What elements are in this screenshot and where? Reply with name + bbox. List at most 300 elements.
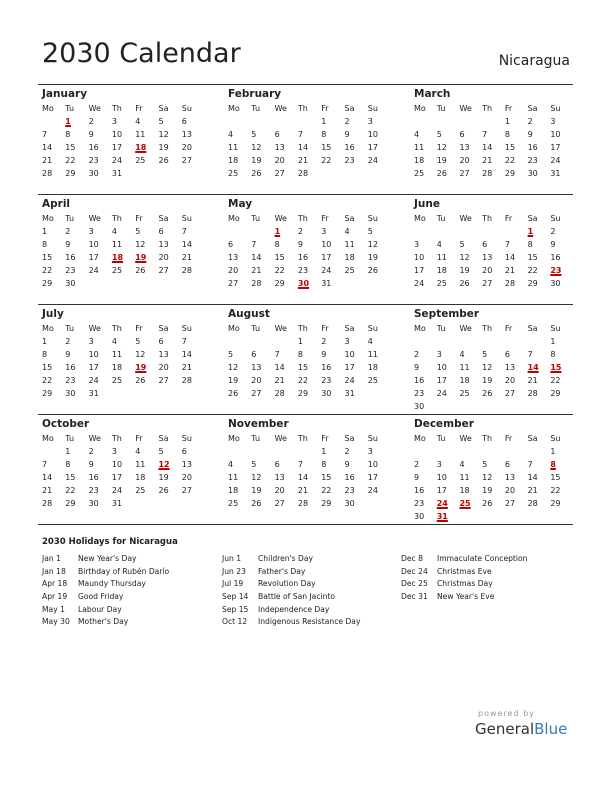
day-cell: 18 (111, 363, 123, 372)
day-cell: 7 (527, 350, 533, 359)
day-cell (459, 445, 482, 458)
day-cell: 8 (65, 130, 71, 139)
day-cell: 16 (414, 486, 425, 495)
month-name: November (228, 418, 289, 430)
day-cell: 19 (158, 473, 169, 482)
weekday-label: Su (550, 324, 561, 333)
holiday-name: Christmas Eve (437, 566, 492, 576)
weekday-header (42, 322, 224, 335)
day-cell: 20 (181, 143, 192, 152)
day-cell: 19 (251, 156, 262, 165)
weekday-label: Mo (414, 104, 426, 113)
day-cell: 11 (436, 253, 447, 262)
day-cell (158, 497, 181, 510)
week-row (228, 497, 410, 510)
day-cell: 28 (527, 389, 538, 398)
day-cell: 25 (135, 486, 146, 495)
month-row (38, 414, 573, 524)
day-cell: 26 (228, 389, 239, 398)
day-cell: 17 (550, 143, 561, 152)
holiday-name: Father's Day (258, 566, 306, 576)
week-row (414, 264, 573, 277)
day-cell: 24 (344, 376, 355, 385)
day-cell (505, 445, 528, 458)
weekday-label: Tu (251, 104, 261, 113)
week-row (414, 387, 573, 400)
holiday-item (222, 616, 360, 629)
day-cell (298, 115, 321, 128)
day-cell: 20 (504, 486, 516, 495)
holiday-name: Battle of San Jacinto (258, 592, 336, 602)
day-cell: 1 (550, 447, 556, 456)
day-cell: 19 (251, 486, 262, 495)
day-cell: 11 (135, 460, 146, 469)
day-cell: 6 (251, 350, 257, 359)
holiday-day-cell: 18 (111, 253, 124, 262)
weekday-label: Su (367, 214, 378, 223)
month-february (224, 85, 410, 194)
day-cell: 30 (527, 169, 538, 178)
day-cell: 12 (158, 130, 169, 139)
day-cell: 29 (42, 389, 53, 398)
weekday-label: Mo (228, 214, 240, 223)
day-cell: 5 (135, 227, 141, 236)
day-cell: 4 (228, 130, 234, 139)
day-cell (437, 225, 460, 238)
day-cell: 13 (181, 460, 192, 469)
week-row (414, 445, 573, 458)
holiday-name: Labour Day (78, 604, 122, 614)
day-cell: 24 (436, 389, 447, 398)
weekday-label: Sa (344, 214, 355, 223)
weekday-label: We (88, 214, 101, 223)
day-cell: 15 (321, 143, 332, 152)
week-row (414, 400, 573, 413)
day-cell: 19 (158, 143, 169, 152)
day-cell: 3 (414, 240, 420, 249)
day-cell (135, 497, 158, 510)
day-cell: 23 (344, 156, 355, 165)
weekday-label: Tu (436, 214, 446, 223)
day-cell: 30 (88, 169, 99, 178)
month-name: March (414, 88, 451, 100)
day-cell: 5 (482, 350, 488, 359)
weekday-label: Th (482, 434, 493, 443)
holiday-item (222, 578, 360, 591)
day-cell: 26 (367, 266, 378, 275)
day-cell (228, 115, 251, 128)
day-cell (528, 335, 551, 348)
day-cell: 1 (297, 337, 303, 346)
month-january (38, 85, 224, 194)
day-cell: 22 (274, 266, 285, 275)
day-cell: 3 (321, 227, 327, 236)
day-cell: 20 (251, 376, 262, 385)
day-cell (528, 445, 551, 458)
day-cell: 13 (274, 473, 285, 482)
week-row (42, 128, 224, 141)
weekday-label: Th (482, 214, 493, 223)
day-cell (251, 445, 274, 458)
day-cell: 2 (344, 117, 350, 126)
week-row (414, 238, 573, 251)
week-row (42, 374, 224, 387)
day-cell (505, 225, 528, 238)
weekday-label: Fr (321, 214, 329, 223)
day-cell: 17 (321, 253, 332, 262)
month-name: September (414, 308, 480, 320)
holiday-date: Oct 12 (222, 617, 248, 627)
holiday-item (222, 566, 360, 579)
day-cell: 30 (65, 279, 76, 288)
day-cell: 28 (504, 279, 516, 288)
day-cell (182, 277, 205, 290)
weekday-label: Mo (42, 324, 54, 333)
weekday-header (414, 212, 573, 225)
day-cell: 26 (158, 486, 169, 495)
grid-bottom-divider (38, 524, 573, 525)
weekday-label: Sa (158, 434, 169, 443)
week-row (228, 154, 410, 167)
day-cell: 28 (181, 376, 192, 385)
weekday-label: Th (482, 104, 493, 113)
day-cell: 27 (504, 499, 516, 508)
day-cell: 5 (436, 130, 442, 139)
brand-logo[interactable] (475, 720, 567, 738)
day-cell: 17 (88, 363, 99, 372)
day-cell: 20 (504, 376, 516, 385)
week-row (42, 335, 224, 348)
holiday-column (401, 553, 527, 604)
day-cell: 24 (414, 279, 425, 288)
day-cell: 8 (65, 460, 71, 469)
day-cell: 21 (297, 156, 309, 165)
weekday-label: Mo (414, 434, 426, 443)
weekday-label: Mo (228, 104, 240, 113)
day-cell (158, 277, 181, 290)
day-cell: 16 (344, 143, 355, 152)
holiday-item (42, 604, 169, 617)
day-cell (459, 115, 482, 128)
weekday-label: Fr (321, 434, 329, 443)
day-cell: 6 (181, 447, 187, 456)
weekday-header (414, 322, 573, 335)
day-cell: 6 (274, 460, 280, 469)
weekday-header (42, 432, 224, 445)
day-cell (368, 387, 391, 400)
day-cell: 28 (527, 499, 538, 508)
day-cell: 10 (88, 240, 99, 249)
week-row (228, 361, 410, 374)
holiday-date: May 1 (42, 604, 65, 614)
day-cell: 11 (228, 473, 239, 482)
day-cell: 21 (181, 363, 192, 372)
weekday-header (414, 102, 573, 115)
weekday-header (228, 322, 410, 335)
day-cell: 14 (297, 473, 309, 482)
day-cell (228, 225, 251, 238)
day-cell: 22 (527, 266, 538, 275)
day-cell: 16 (297, 253, 309, 262)
day-cell: 23 (65, 266, 76, 275)
day-cell: 2 (321, 337, 327, 346)
week-row (42, 167, 224, 180)
month-june (410, 195, 573, 304)
month-march (410, 85, 573, 194)
day-cell: 11 (459, 473, 470, 482)
day-cell: 7 (297, 130, 303, 139)
weekday-label: Su (181, 324, 192, 333)
day-cell: 14 (251, 253, 262, 262)
day-cell: 31 (344, 389, 355, 398)
holiday-date: Sep 15 (222, 604, 249, 614)
day-cell: 18 (436, 266, 447, 275)
holiday-item (401, 591, 527, 604)
week-row (228, 251, 410, 264)
weekday-label: Fr (504, 434, 513, 443)
day-cell: 31 (111, 169, 123, 178)
day-cell: 8 (42, 350, 48, 359)
holiday-item (42, 591, 169, 604)
day-cell: 7 (482, 130, 488, 139)
day-cell: 20 (181, 473, 192, 482)
day-cell: 13 (228, 253, 239, 262)
month-august (224, 305, 410, 414)
country-name: Nicaragua (498, 53, 570, 69)
day-cell: 9 (527, 130, 533, 139)
day-cell: 21 (482, 156, 493, 165)
holiday-item (401, 578, 527, 591)
week-row (414, 115, 573, 128)
day-cell: 20 (228, 266, 239, 275)
day-cell (158, 387, 181, 400)
day-cell (505, 400, 528, 413)
day-cell: 27 (274, 169, 285, 178)
day-cell: 20 (459, 156, 470, 165)
day-cell: 4 (414, 130, 420, 139)
day-cell: 10 (436, 363, 447, 372)
day-cell: 10 (321, 240, 332, 249)
day-cell: 27 (482, 279, 493, 288)
day-cell: 20 (274, 486, 285, 495)
week-row (42, 458, 224, 471)
day-cell: 29 (65, 169, 76, 178)
month-april (38, 195, 224, 304)
day-cell: 11 (414, 143, 425, 152)
day-cell: 12 (459, 253, 470, 262)
weekday-label: Su (181, 104, 192, 113)
day-cell: 24 (367, 156, 378, 165)
day-cell: 18 (228, 156, 239, 165)
holiday-name: Revolution Day (258, 579, 316, 589)
week-row (42, 445, 224, 458)
week-row (228, 115, 410, 128)
day-cell (344, 167, 367, 180)
day-cell (414, 225, 437, 238)
weekday-label: Mo (414, 214, 426, 223)
weekday-label: Sa (158, 214, 169, 223)
day-cell: 27 (504, 389, 516, 398)
holiday-day-cell: 31 (436, 512, 448, 521)
day-cell: 12 (482, 473, 493, 482)
day-cell: 26 (482, 389, 493, 398)
holiday-item (42, 616, 169, 629)
day-cell: 19 (228, 376, 239, 385)
week-row (42, 484, 224, 497)
day-cell: 1 (321, 117, 327, 126)
weekday-label: Th (111, 104, 122, 113)
day-cell (437, 445, 460, 458)
day-cell: 7 (251, 240, 257, 249)
weekday-label: Sa (344, 324, 355, 333)
month-may (224, 195, 410, 304)
day-cell: 14 (482, 143, 493, 152)
day-cell: 23 (297, 266, 309, 275)
weekday-label: Fr (504, 324, 513, 333)
day-cell: 3 (436, 350, 442, 359)
weekday-label: Su (550, 434, 561, 443)
day-cell (112, 387, 135, 400)
day-cell: 4 (135, 117, 141, 126)
weekday-label: We (459, 434, 472, 443)
holiday-column (222, 553, 360, 629)
day-cell (437, 335, 460, 348)
day-cell: 15 (527, 253, 538, 262)
day-cell: 11 (344, 240, 355, 249)
day-cell: 12 (251, 143, 262, 152)
day-cell (414, 335, 437, 348)
week-row (414, 167, 573, 180)
weekday-label: We (274, 214, 287, 223)
holiday-day-cell: 1 (65, 117, 71, 126)
day-cell: 14 (42, 143, 53, 152)
day-cell: 25 (135, 156, 146, 165)
day-cell: 27 (158, 266, 169, 275)
holiday-name: Birthday of Rubén Darío (78, 566, 170, 576)
holiday-name: Children's Day (258, 554, 314, 563)
day-cell: 17 (111, 473, 123, 482)
day-cell: 8 (321, 460, 327, 469)
week-row (414, 141, 573, 154)
day-cell: 13 (504, 363, 516, 372)
month-name: April (42, 198, 71, 210)
day-cell: 3 (111, 117, 117, 126)
day-cell (275, 335, 298, 348)
day-cell: 8 (297, 350, 303, 359)
day-cell: 12 (135, 240, 146, 249)
week-row (414, 374, 573, 387)
day-cell (505, 335, 528, 348)
day-cell: 21 (42, 156, 53, 165)
weekday-label: We (459, 104, 472, 113)
day-cell: 15 (297, 363, 309, 372)
day-cell: 4 (111, 227, 117, 236)
week-row (42, 141, 224, 154)
day-cell: 21 (527, 376, 538, 385)
day-cell: 21 (42, 486, 53, 495)
weekday-label: Tu (436, 434, 446, 443)
day-cell: 25 (111, 266, 123, 275)
weekday-header (228, 212, 410, 225)
day-cell: 26 (251, 499, 262, 508)
holiday-date: Dec 25 (401, 579, 428, 589)
day-cell: 23 (414, 499, 425, 508)
holiday-date: Jan 1 (42, 554, 61, 563)
day-cell: 19 (436, 156, 447, 165)
day-cell: 2 (88, 117, 94, 126)
day-cell: 28 (42, 169, 53, 178)
weekday-label: Sa (158, 324, 169, 333)
day-cell: 21 (297, 486, 309, 495)
weekday-label: Fr (321, 104, 329, 113)
day-cell: 10 (344, 350, 355, 359)
day-cell: 11 (135, 130, 146, 139)
day-cell: 4 (111, 337, 117, 346)
day-cell: 30 (550, 279, 561, 288)
week-row (42, 277, 224, 290)
day-cell (368, 277, 391, 290)
week-row (228, 374, 410, 387)
day-cell: 1 (550, 337, 556, 346)
day-cell: 30 (344, 499, 355, 508)
day-cell (135, 167, 158, 180)
day-cell: 16 (550, 253, 561, 262)
month-row (38, 84, 573, 194)
weekday-label: Sa (527, 214, 538, 223)
day-cell: 19 (482, 486, 493, 495)
month-name: February (228, 88, 282, 100)
holiday-name: Christmas Day (437, 579, 493, 589)
day-cell: 6 (459, 130, 465, 139)
day-cell: 18 (228, 486, 239, 495)
weekday-label: Th (111, 324, 122, 333)
week-row (42, 361, 224, 374)
week-row (42, 471, 224, 484)
week-row (228, 348, 410, 361)
weekday-header (42, 102, 224, 115)
weekday-label: Su (550, 214, 561, 223)
day-cell: 10 (414, 253, 425, 262)
day-cell: 29 (42, 279, 53, 288)
day-cell: 2 (65, 227, 71, 236)
day-cell: 7 (297, 460, 303, 469)
week-row (228, 141, 410, 154)
holiday-date: Dec 24 (401, 566, 428, 576)
brand-logo-blue: Blue (534, 720, 568, 738)
day-cell: 7 (42, 130, 48, 139)
holiday-date: Apr 18 (42, 579, 68, 589)
day-cell: 30 (65, 389, 76, 398)
weekday-label: Th (482, 324, 493, 333)
day-cell: 29 (321, 499, 332, 508)
weekday-label: We (88, 434, 101, 443)
day-cell: 12 (228, 363, 239, 372)
day-cell: 13 (251, 363, 262, 372)
day-cell: 10 (88, 350, 99, 359)
month-name: June (414, 198, 440, 210)
day-cell: 8 (504, 130, 510, 139)
day-cell: 24 (550, 156, 561, 165)
day-cell: 17 (88, 253, 99, 262)
day-cell: 26 (251, 169, 262, 178)
day-cell: 30 (321, 389, 332, 398)
weekday-header (228, 432, 410, 445)
day-cell: 22 (550, 376, 561, 385)
day-cell: 6 (181, 117, 187, 126)
day-cell: 6 (482, 240, 488, 249)
day-cell (482, 335, 505, 348)
day-cell: 16 (65, 363, 76, 372)
